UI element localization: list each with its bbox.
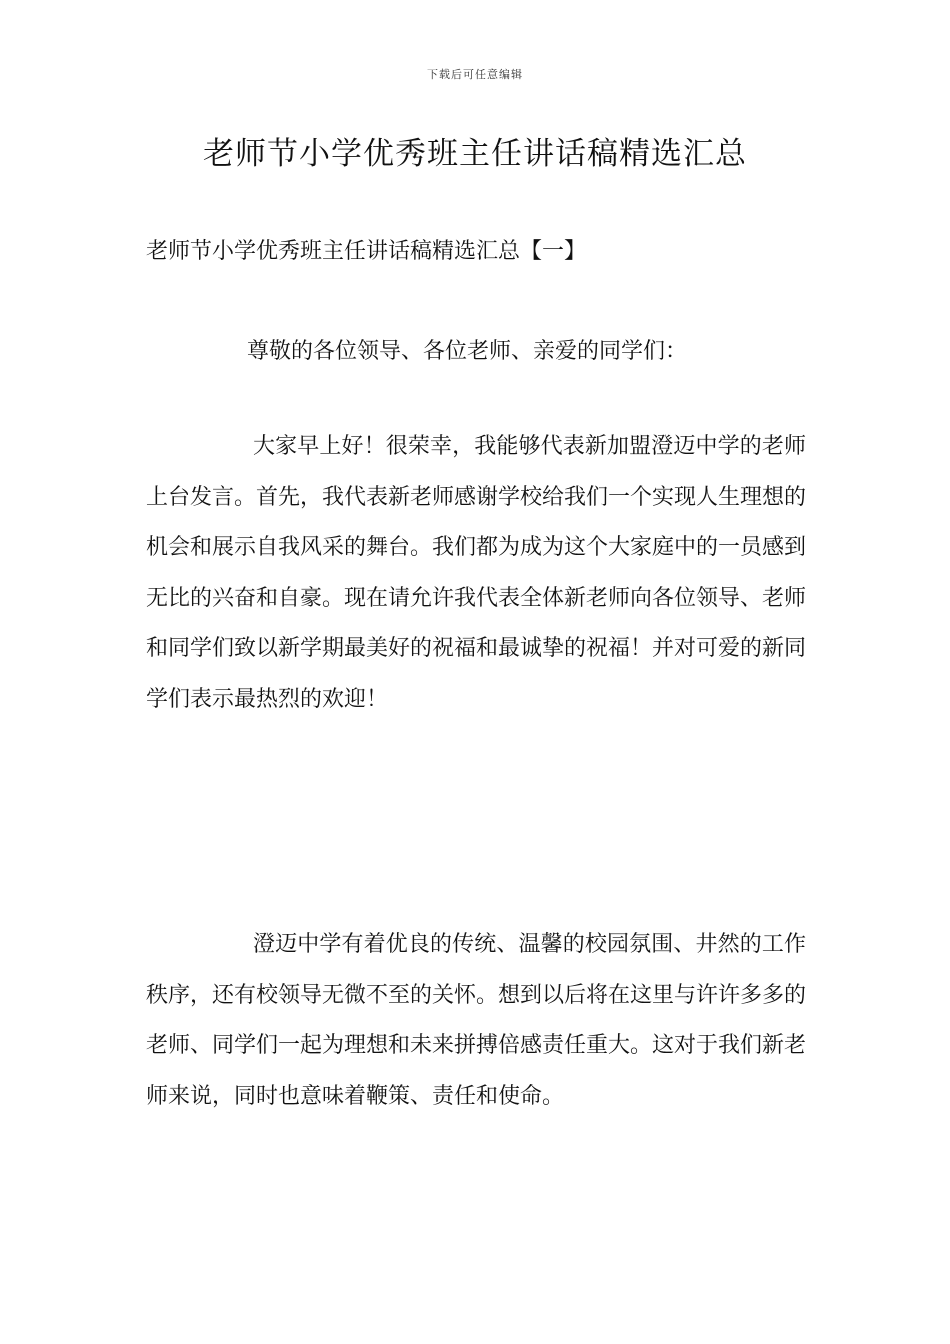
body-paragraph: 澄迈中学有着优良的传统、温馨的校园氛围、井然的工作秩序，还有校领导无微不至的关怀。想到以后将在这里与许许多多的老师、同学们一起为理想和未来拼搏倍感责任重大。这对于我们新老师来说，同时也意味着鞭策、责任和使命。 — [146, 932, 807, 1109]
document-title: 老师节小学优秀班主任讲话稿精选汇总 — [203, 136, 747, 172]
body-paragraph: 大家早上好！很荣幸，我能够代表新加盟澄迈中学的老师上台发言。首先，我代表新老师感谢学校给我们一个实现人生理想的机会和展示自我风采的舞台。我们都为成为这个大家庭中的一员感到无比的兴奋和自豪。现在请允许我代表全体新老师向各位领导、老师和同学们致以新学期最美好的祝福和最诚挚的祝福！并对可爱的新同学们表示最热烈的欢迎！ — [146, 434, 807, 712]
salutation: 尊敬的各位领导、各位老师、亲爱的同学们： — [247, 339, 688, 364]
section-heading: 老师节小学优秀班主任讲话稿精选汇总【一】 — [146, 239, 587, 264]
header-note: 下载后可任意编辑 — [427, 68, 523, 81]
